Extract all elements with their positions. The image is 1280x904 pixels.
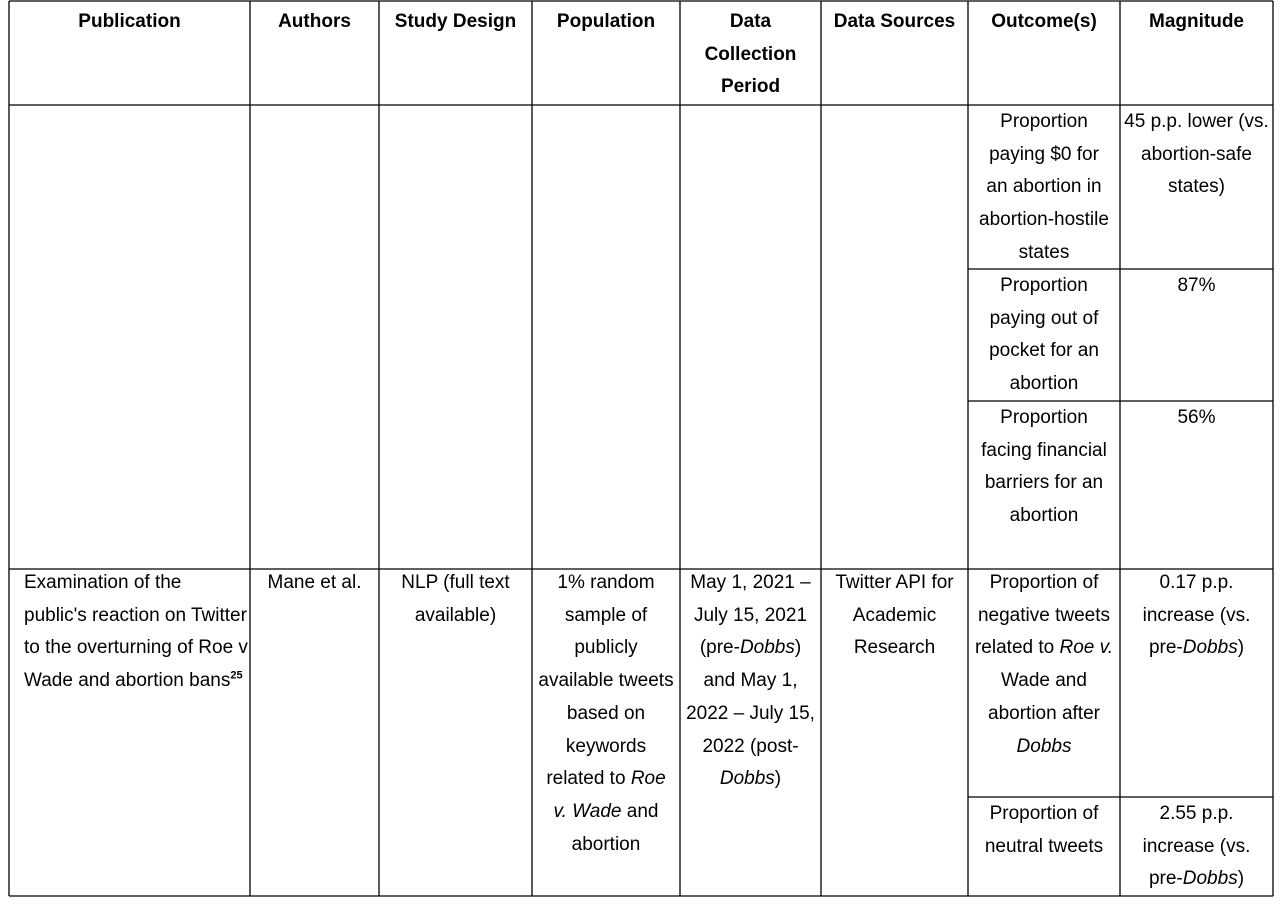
magnitude-text-end: ) bbox=[1237, 868, 1245, 890]
magnitude-cell: 87% bbox=[1177, 275, 1216, 296]
magnitude-cell bbox=[1128, 567, 1265, 665]
header-data-sources: Data Sources bbox=[833, 11, 956, 32]
magnitude-text: 2.55 p.p. increase (vs. pre- bbox=[1142, 803, 1251, 890]
magnitude-text: 0.17 p.p. increase (vs. pre- bbox=[1142, 572, 1251, 659]
period-text: May 1, 2021 – July 15, 2021 (pre- bbox=[690, 572, 811, 659]
data-collection-period-cell bbox=[686, 567, 815, 796]
outcome-cell: Proportion facing financial barriers for an abortion bbox=[981, 407, 1107, 527]
header-data-collection-period: Data Collection Period bbox=[704, 11, 797, 98]
population-text: 1% random sample of publicly available tweets based on keywords related to bbox=[538, 572, 674, 790]
reference-number: 25 bbox=[230, 669, 243, 682]
outcome-text-mid: Wade and abortion after bbox=[988, 670, 1100, 724]
outcome-cell: Proportion of neutral tweets bbox=[984, 803, 1104, 857]
header-study-design: Study Design bbox=[394, 11, 517, 32]
outcome-cell: Proportion paying $0 for an abortion in abortion-hostile states bbox=[979, 111, 1109, 263]
population-text-end: and abortion bbox=[571, 800, 659, 855]
magnitude-cell: 45 p.p. lower (vs. abortion-safe states) bbox=[1124, 111, 1269, 198]
population-italic: Roe v. Wade bbox=[553, 768, 666, 822]
header-publication: Publication bbox=[78, 11, 181, 32]
study-design-cell: NLP (full text available) bbox=[401, 572, 510, 626]
outcome-italic: Roe v. bbox=[1059, 637, 1113, 659]
period-text-mid: ) and May 1, 2022 – July 15, 2022 (post- bbox=[686, 637, 815, 757]
outcome-text: Proportion of negative tweets related to bbox=[974, 572, 1111, 659]
authors-cell: Mane et al. bbox=[267, 572, 362, 593]
outcome-dobbs: Dobbs bbox=[1016, 735, 1072, 757]
period-dobbs: Dobbs bbox=[739, 637, 795, 659]
period-text-end: ) bbox=[774, 768, 782, 790]
header-authors: Authors bbox=[278, 11, 351, 32]
period-dobbs: Dobbs bbox=[719, 768, 775, 790]
magnitude-dobbs: Dobbs bbox=[1182, 868, 1238, 890]
magnitude-cell: 56% bbox=[1177, 407, 1216, 428]
magnitude-cell bbox=[1128, 798, 1265, 896]
header-magnitude: Magnitude bbox=[1149, 11, 1244, 32]
outcome-cell bbox=[974, 567, 1114, 763]
population-cell bbox=[538, 567, 674, 861]
publication-title: Examination of the public's reaction on Twitter to the overturning of Roe v Wade and abortion bans bbox=[24, 572, 248, 692]
magnitude-dobbs: Dobbs bbox=[1182, 637, 1238, 659]
header-population: Population bbox=[556, 11, 656, 32]
header-outcomes: Outcome(s) bbox=[991, 11, 1097, 32]
magnitude-text-end: ) bbox=[1237, 637, 1245, 659]
data-sources-cell: Twitter API for Academic Research bbox=[835, 572, 954, 659]
publication-cell bbox=[20, 567, 248, 698]
outcome-cell: Proportion paying out of pocket for an abortion bbox=[989, 275, 1099, 395]
